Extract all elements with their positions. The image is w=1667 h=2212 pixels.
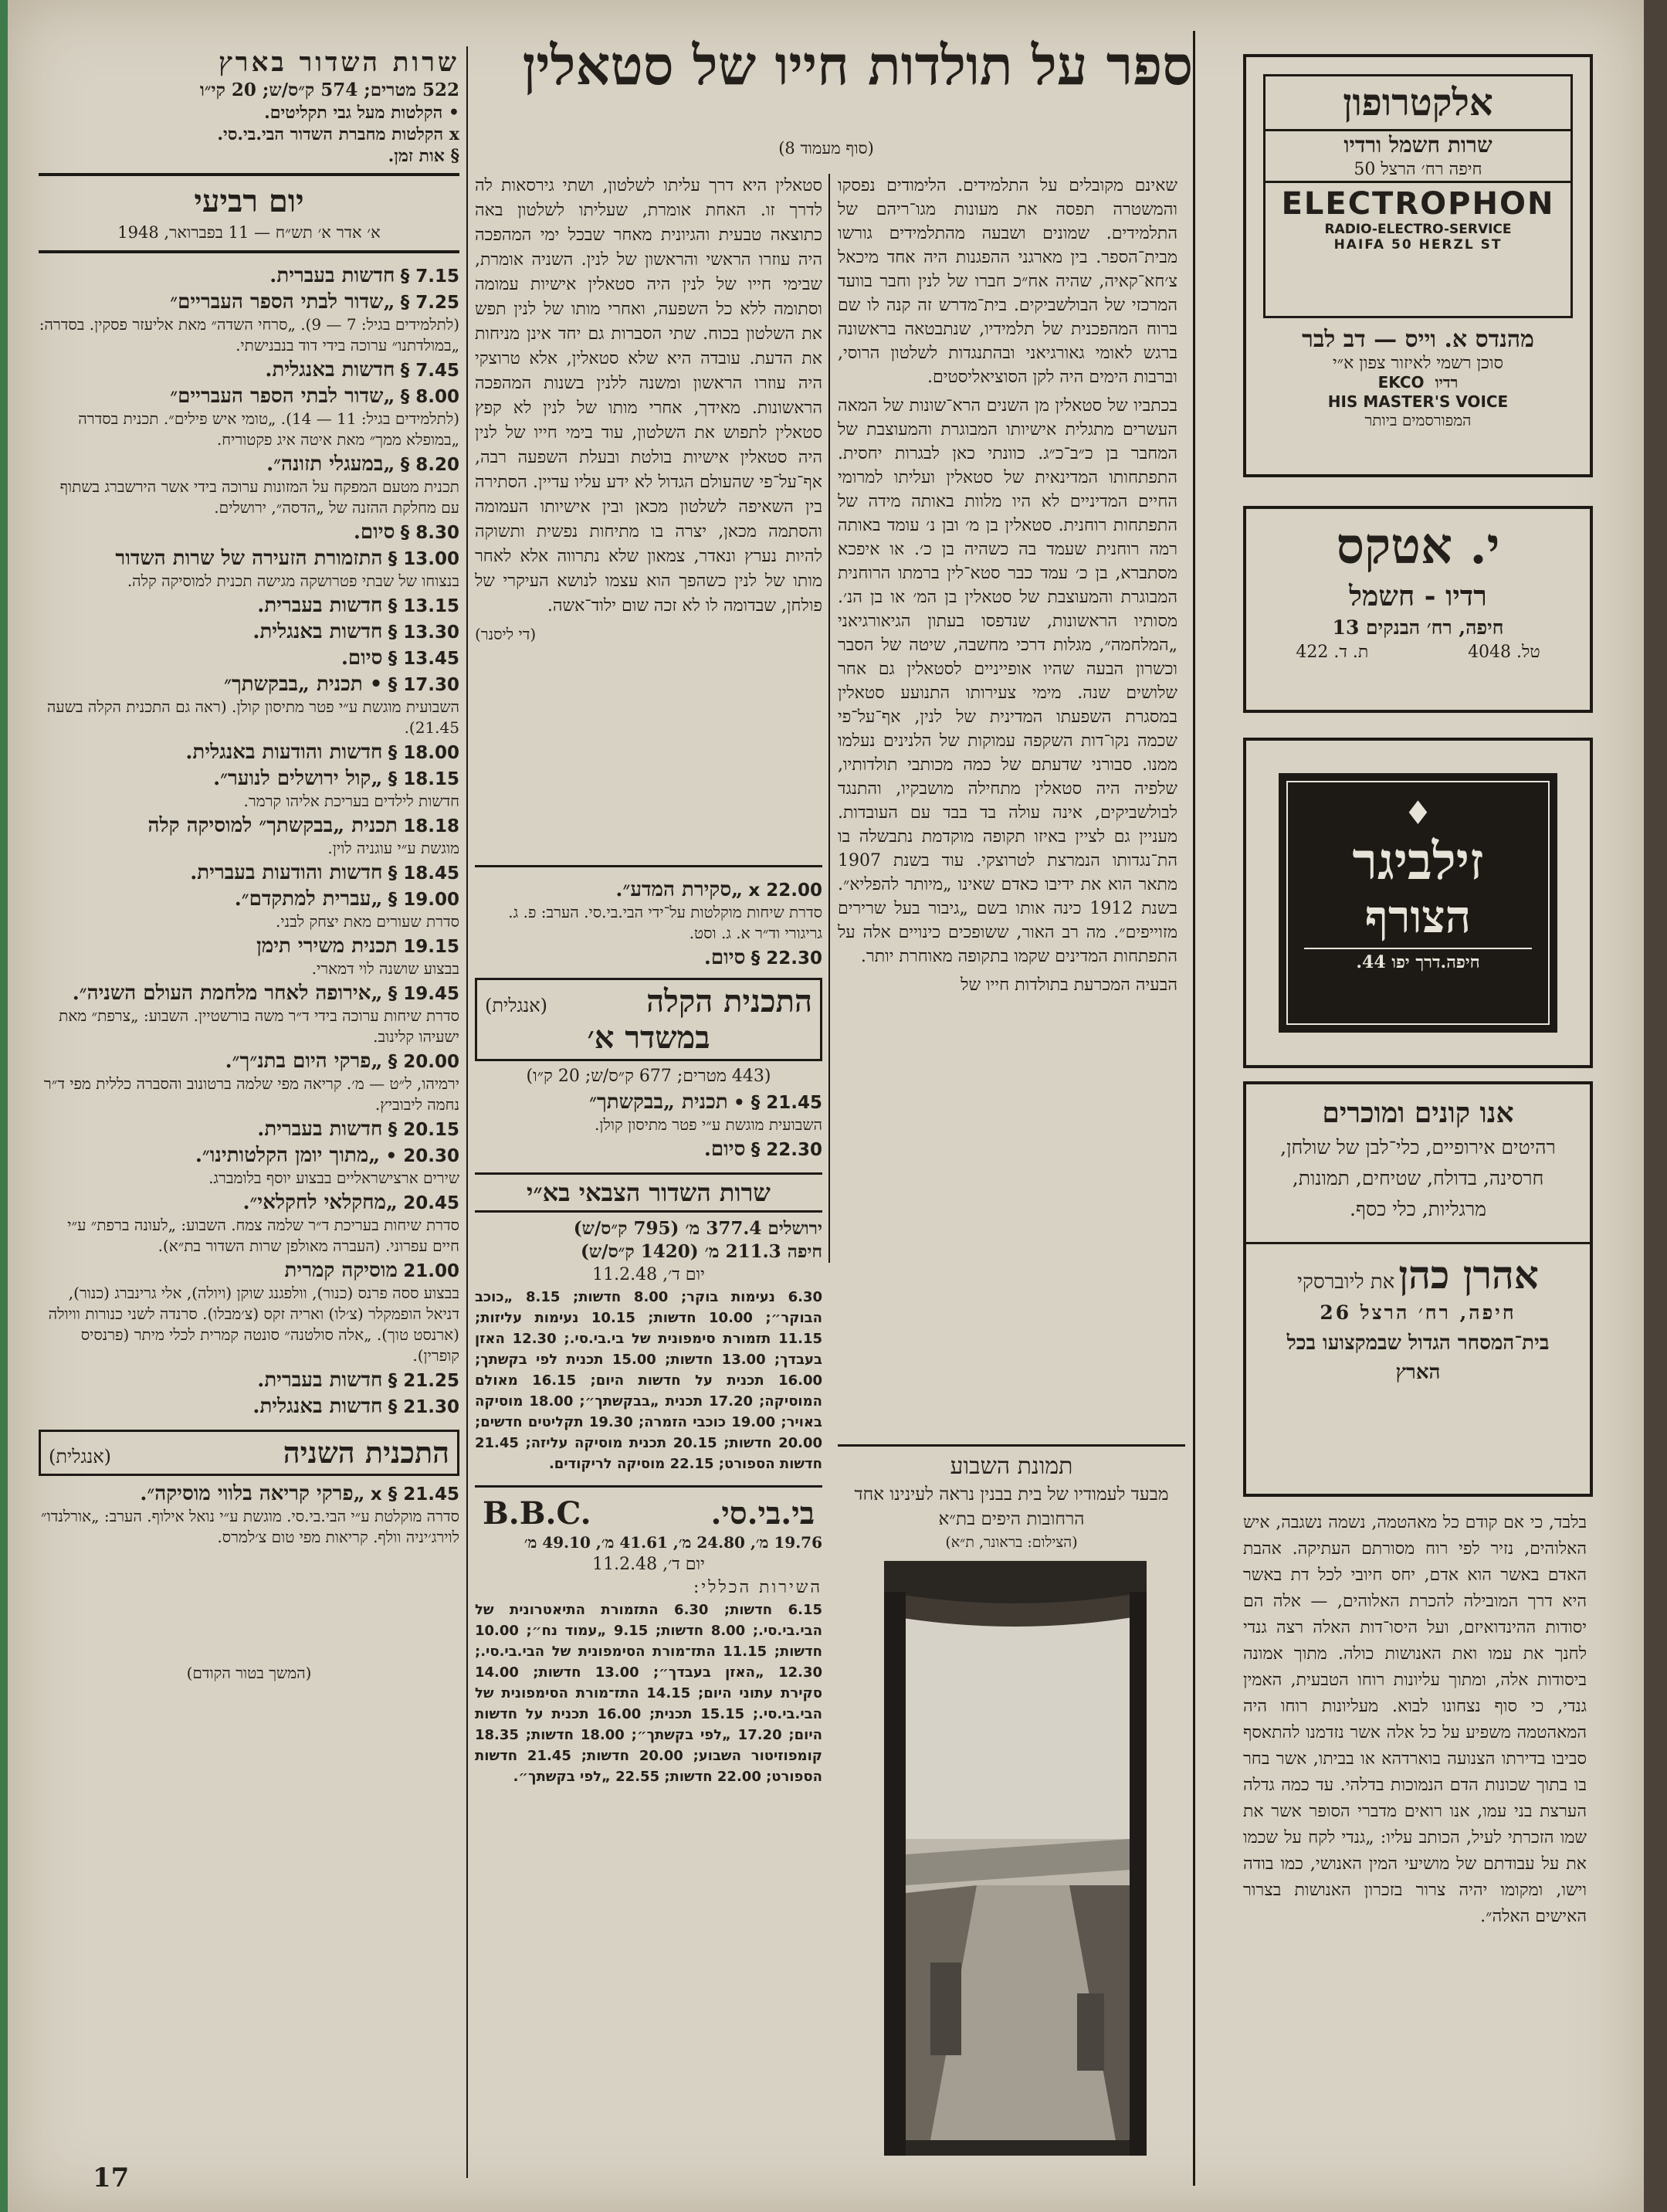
- zilberger-plaque: [1279, 773, 1557, 1033]
- schedule-item: [39, 767, 459, 812]
- atkes-ad: [1243, 506, 1593, 713]
- divider: [475, 865, 822, 867]
- cohen-tagline: בית־המסחר הגדול שבמקצועו בכל הארץ: [1286, 1332, 1550, 1384]
- schedule-item: [39, 290, 459, 356]
- column-rule: [1193, 31, 1195, 2186]
- side-article: [1243, 1510, 1587, 2190]
- brand-hmv: HIS MASTER'S VOICE: [1327, 392, 1509, 411]
- bbc-header: [475, 1495, 822, 1532]
- electrophon-famous: המפורסמים ביותר: [1364, 411, 1472, 429]
- picture-title: תמונת השבוע: [950, 1453, 1073, 1480]
- schedule-time: 22.30 §: [750, 1140, 822, 1160]
- divider: [838, 1444, 1185, 1447]
- schedule-time: 13.15 §: [388, 596, 459, 616]
- zilberger-name: זילביגר: [1352, 831, 1484, 891]
- schedule-time: 8.30 §: [400, 523, 459, 543]
- schedule-program: חדשות והודעות באנגלית.: [185, 741, 383, 764]
- article-headline: ספר על תולדות חייו של סטאלין: [522, 33, 1193, 97]
- schedule-time: 19.15: [403, 937, 459, 957]
- schedule-description: סדרת שעורים מאת יצחק לבני.: [275, 912, 459, 931]
- schedule-item: [39, 1191, 459, 1257]
- light-program-freq: (443 מטרים; 677 ק״ס/ש; 20 ק״ו): [526, 1067, 771, 1086]
- picture-of-week: [838, 1444, 1185, 2201]
- picture-credit: (הצילום: בראונר, ת״א): [945, 1534, 1078, 1551]
- schedule-time: 20.30 •: [385, 1146, 459, 1166]
- schedule-program: • תכנית „בבקשתך״: [224, 673, 383, 696]
- radio-schedule-list: [39, 264, 459, 1419]
- cohen-suffix: את ליוברסקי: [1297, 1271, 1395, 1294]
- atkes-pobox: ת. ד. 422: [1296, 643, 1369, 662]
- schedule-program: סיום.: [353, 521, 395, 544]
- zilberger-address: חיפה.דרך יפו 44.: [1304, 948, 1532, 972]
- article-paragraph: סטאלין היא דרך עליתו לשלטון, ושתי גירסאות לה לדרך זו. האחת אומרת, שעליתו לשלטון באה כתוצאה טבעית והגיונית מאחר שבכל ימי המהפכה היה עוזרו הראשי והראשון של לנין. השניה אומרת, שבימי חייו של לנין היה סטאלין אישיות עמומה וסתומה ללא כל השפעה, ואחרי מותו של לנין תפש את השלטון בכוח. שתי הסברות גם יחד אינן מניחות את הדעת. עובדה היא שלא סטאלין, אלא טרוצקי היה עוזרו הראשון ומשנה ללנין בשנות המהפכה הראשונות. מאידך, אחרי מותו של לנין לא קפץ סטאלין לתפוש את השלטון, עוד בימי חייו של לנין היה סטאלין אישיות בולטת ובעלת השפעה רבה, אף־על־פי שהעולם הגדול לא ידע עליו עדיין. הסתירה בין השאיפה לשלטון מכאן ובין אישיותו העמומה והסתמה מכאן, יצרה בו מתיחות נפשית ותשוקה להיות נערץ ונאדר, צמאון שלא נתרווה אלא לאחר מותו של לנין כשהפך הוא עצמו לנושא העיקרי של פולחן, שבדומה לו לא זכה שום ילוד־אשה.: [475, 176, 822, 616]
- bbc-date: יום ד׳, 11.2.48: [592, 1555, 705, 1574]
- radio-column: [39, 46, 459, 2193]
- schedule-time: 19.45 §: [388, 984, 459, 1004]
- article-paragraph: שאינם מקובלים על התלמידים. הלימודים נפסקו והמשטרה תפסה את מעונות מגו־ריהם של התלמידים. שמונים ושבעה מהתלמידים גורשו מבית־הספר. בין מארגני ההפגנות היה אחד מיכאל צ׳חא־קאיה, שהיה אח״כ חברו של לנין וחבר בוועד המרכזי של הבולשביקים. בית־מדרש זה קנה לו שם ברוח המהפכנית של תלמידיו, שנתבטאה בראשונה ברגש לאומי גאורגיאני ובהתנגדות לשלטון הרוסי, וברבות הימים היה לקן הסוציאליסטים.: [838, 176, 1177, 387]
- schedule-program: סיום.: [341, 646, 383, 670]
- light-program-title: התכנית הקלה: [646, 983, 812, 1019]
- divider: [1246, 1242, 1590, 1244]
- light-program-sub: במשדר א׳: [587, 1019, 710, 1056]
- schedule-item: [475, 946, 822, 970]
- second-program-list: [39, 1482, 459, 1548]
- article-paragraph: בכתביו של סטאלין מן השנים הרא־שונות של המאה העשרים מתגלית אישיותו המבוגרת והמעוצבת של המחבר בן כ״ב־כ״ג. כוונתי כאן לבגרות יחסית. התפתחותו המדינאית של סטאלין ועליתו למרומי החיים המדיניים לא היו מלוות באותה מידה של התפתחות רוחנית. סטאלין בן מ׳ ובן נ׳ עומד באותה רמה רוחנית שעמד בה כשהיה בן כ׳. או איפכא מסתברא, בן כ׳ עמד כבר סטא־לין ברמתו הרוחנית המבוגרת והמעוצבת של סטאלין בן המ׳ או בן הנ׳. מסותיו הראשונות, שנדפסו בעתון הגיאורגיאני „המלחמה״, מגלות דרכי מחשבה, שיטה של הסבר וכשרון הבעה שהיו אופייניים לסטאלין גם אחר שלושים שנה. מימי צעירותו התנועע סטאלין במסגרת השפעתו המדינית של לנין, אף־על־פי שכמה נקו־דות השקפה עמוקות של הלנינים נעלמו ממנו. סבורני שדעתם של כמה מכותבי תולדותיו, שלפיה היה סטאלין מתחילה מושבקיו, והתנגד לבולשביקים, אינה עולה בד בבד עם העובדות. מעניין גם לציין באיזו תקופה מוקדמת נתבשלה בו הת־נגדותו הנמרצת לטרוצקי. עוד בשנת 1907 מתאר הוא את ידיבו כאדם שאינו „מיותר להפליא״. בשנת 1912 כינה אותו בשם „גיבור בעל שרירים מזוייפים״. מה רב האור, ששופכים כינויים אלה על התפתחות המדינים שקמו בתקופה מאוחרת יותר.: [838, 396, 1177, 966]
- schedule-description: השבועית מוגשת ע״י פטר מתיסון קולן. (ראה גם התכנית הקלה בשעה 21.45).: [46, 697, 459, 737]
- brand-ekco: EKCO: [1377, 373, 1425, 392]
- column-rule: [466, 46, 468, 2178]
- schedule-program: „פרקי היום בתנ״ך״.: [225, 1050, 383, 1073]
- schedule-program: חדשות באנגלית.: [252, 620, 383, 643]
- schedule-time: 7.45 §: [400, 361, 459, 381]
- schedule-program: חדשות באנגלית.: [252, 1395, 383, 1418]
- page-edge: [0, 0, 8, 2212]
- schedule-time: 8.00 §: [400, 387, 459, 407]
- cohen-name-line: [1246, 1252, 1590, 1298]
- electrophon-name-en: ELECTROPHON: [1281, 186, 1555, 222]
- electrophon-name-heb: אלקטרופון: [1265, 76, 1570, 131]
- army-schedule: 6.30 נעימות בוקר; 8.00 חדשות; 8.15 „כוכב הבוקר״; 10.00 חדשות; 10.15 נעימות עליזות; 11.15 תזמורת סימפונית של בי.בי.סי.; 12.30 האזן בעבדך; 13.00 חדשות; 15.00 תכנית לפי בקשתך; 16.00 תכנית על חדשות היום; 16.15 מאולם המוסיקה; 17.20 תכנית „בבקשתך״; 18.00 מוסיקה באויר; 19.00 כוכבי הזמרה; 19.30 תקליטים חדשים; 20.00 חדשות; 20.15 תכנית מוסיקה עליזה; 21.45 חדשות הספורט; 22.15 מוסיקה לריקודים.: [475, 1289, 822, 1472]
- second-program-box: [39, 1430, 459, 1476]
- schedule-program: „קול ירושלים לנוער״.: [213, 767, 383, 790]
- bbc-general: השירות הכללי:: [693, 1578, 822, 1597]
- schedule-item: [39, 814, 459, 859]
- schedule-description: בבצוע ססה פרנס (כנור), וולפגנג שוקן (ויולה), אלי גרינברג (כנור), דניאל הופמקלר (צ׳לו) ואריה זקס (צ׳מבלו). סרנדה לשני כנורות וויולה (ארנסט טוך). „אלה סולטנה״ סונטה קמרית לכלי מיתר (פרנסיס קופרין).: [48, 1284, 459, 1365]
- cohen-headline: אנו קונים ומוכרים: [1322, 1097, 1514, 1129]
- schedule-description: מוגשת ע״י עוגניה לוין.: [327, 839, 459, 857]
- mid-schedule-list: [475, 878, 822, 970]
- schedule-time: 21.30 §: [388, 1397, 459, 1417]
- schedule-description: שירים ארצישראליים בבצוע יוסף בלומברג.: [208, 1169, 459, 1187]
- schedule-item: [39, 264, 459, 288]
- radio-title: שרות השדור בארץ: [219, 47, 459, 78]
- schedule-program: „מתוך יומן הקלטותינו״.: [195, 1144, 381, 1167]
- atkes-contact: [1246, 642, 1590, 662]
- schedule-time: 20.00 §: [388, 1052, 459, 1072]
- schedule-item: [39, 547, 459, 592]
- radio-day: יום רביעי: [194, 183, 304, 219]
- schedule-description: תכנית מטעם המפקח על המזונות ערוכה בידי אשר הירשברג בשתוף עם מחלקת ההזנה של „הדסה״, ירושלים.: [59, 477, 459, 517]
- schedule-time: 19.00 §: [388, 890, 459, 910]
- schedule-item: [39, 741, 459, 765]
- schedule-program: תכנית משירי תימן: [256, 935, 398, 958]
- electrophon-address: חיפה רח׳ הרצל 50: [1265, 159, 1570, 183]
- schedule-description: בנצוחו של שבתי פטרושקה מגישה תכנית למוסיקה קלה.: [127, 572, 459, 590]
- schedule-program: „פרקי קריאה בלווי מוסיקה״.: [140, 1482, 365, 1505]
- schedule-item: [39, 453, 459, 518]
- schedule-time: 13.45 §: [388, 649, 459, 669]
- schedule-item: [39, 385, 459, 450]
- article-column-right: [838, 174, 1177, 1440]
- schedule-program: התזמורת הזעירה של שרות השדור: [115, 547, 383, 570]
- schedule-time: 18.15 §: [388, 769, 459, 789]
- army-title: שרות השדור הצבאי בא״י: [527, 1178, 771, 1207]
- schedule-description: סדרה מוקלטת ע״י הבי.בי.סי. מוגשת ע״י נואל אילוף. הערב: „אורלנדו״ לוירג׳יניה וולף. קריאות מפי טום צ׳למרס.: [40, 1507, 459, 1546]
- army-box: [475, 1172, 822, 1213]
- schedule-time: 18.18: [403, 816, 459, 836]
- atkes-name: י. אטקס: [1336, 517, 1500, 575]
- second-program-tag: (אנגלית): [49, 1446, 112, 1467]
- electrophon-line3: HAIFA 50 HERZL ST: [1333, 237, 1503, 253]
- electrophon-line2: RADIO-ELECTRO-SERVICE: [1324, 222, 1512, 237]
- schedule-item: [39, 1144, 459, 1189]
- schedule-program: „אירופה לאחר מלחמת העולם השניה״.: [72, 982, 383, 1005]
- schedule-item: [475, 1091, 822, 1135]
- schedule-item: [39, 1259, 459, 1366]
- schedule-item: [39, 521, 459, 545]
- schedule-time: 22.00 x: [748, 880, 822, 901]
- schedule-time: 20.45: [403, 1193, 459, 1213]
- schedule-time: 21.00: [403, 1261, 459, 1281]
- bbc-schedule: 6.15 חדשות; 6.30 התזמורת התיאטרונית של הבי.בי.סי.; 8.00 חדשות; 9.15 „עמוד נח״; 10.00 חדשות; 11.15 התז־מורת הסימפונית של הבי.בי.סי.; 12.30 „האזן בעבדך״; 13.00 חדשות; 14.00 סקירת עתוני היום; 14.15 התז־מורת הסימפונית של הבי.בי.סי.; 15.15 תכנית; 16.00 תכנית על חדשות היום; 17.20 „לפי בקשתך״; 18.00 חדשות; 18.35 קומפוזיטור השבוע; 20.00 חדשות; 21.45 חדשות הספורט; 22.00 חדשות; 22.55 „לפי בקשתך״.: [475, 1602, 822, 1785]
- schedule-program: „שדור לבתי הספר העבריים״: [170, 385, 395, 408]
- schedule-item: [39, 861, 459, 885]
- schedule-time: 13.30 §: [388, 623, 459, 643]
- schedule-time: 21.45 § x: [370, 1484, 459, 1505]
- schedule-program: חדשות בעברית.: [257, 1369, 383, 1392]
- atkes-service: רדיו - חשמל: [1349, 580, 1487, 612]
- zilberger-title: הצורף: [1364, 891, 1472, 943]
- street-photo: [884, 1561, 1147, 2156]
- schedule-time: 18.45 §: [388, 863, 459, 884]
- schedule-time: 20.15 §: [388, 1120, 459, 1140]
- schedule-item: [39, 982, 459, 1047]
- schedule-item: [39, 673, 459, 738]
- schedule-program: חדשות והודעות בעברית.: [190, 861, 383, 884]
- radio-legend-records: • הקלטות מעל גבי תקליטים.: [264, 103, 459, 123]
- bbc-en: B.B.C.: [483, 1495, 591, 1532]
- light-program-box: [475, 978, 822, 1061]
- schedule-time: 22.30 §: [750, 948, 822, 969]
- schedule-time: 21.25 §: [388, 1371, 459, 1391]
- electrophon-agent: סוכן רשמי לאיזור צפון א״י: [1332, 354, 1504, 373]
- schedule-item: [39, 1395, 459, 1419]
- side-article-paragraph: בלבד, כי אם קודם כל מאהטמה, נשמה נשגבה, איש האלוהים, נזיר לפי רוח מסורתם העתיקה. אהבת האדם באשר הוא אדם, יחס חיובי לכל דת באשר היא דרך המובילה להכרת האלוהים, — אלה הם יסודות ההינדואיזם, ועל היסו־דות האלה רצה גנדי לחנך את עמו ואת האנושות כולה. מתוך אמונה ביסודות אלה, ומתוך עליונות רוחו הטבעית, האמין גנדי, כי סוף נצחונו לבוא. מעליונות רוחו היה המאהטמה משפיע על כל אלה אשר נזדמנו להתאסף סביבו בדירתו הצנועה בוארדהא או בביתו, אשר בחר בו בתוך שכונות הדם הנמוכות בדלהי. עד כמה גדלה הערצת בני עמו, אנו רואים מדברי הסופר אשר את שמו הזכרתי לעיל, הכותב עליו: „גנדי לקח על שכמו את על עבודתם של מושיעי המין האנושי, כמו בודה וישו, ומקומו יהיה צרור בזכרון האנושות בצרור האישים האלה״.: [1243, 1513, 1587, 1926]
- army-haifa: חיפה 211.3 מ׳ (1420 ק״ס/ש): [581, 1241, 822, 1262]
- divider: [39, 173, 459, 176]
- schedule-program: „עברית למתקדם״.: [234, 887, 383, 911]
- light-program-list: [475, 1091, 822, 1162]
- atkes-phone: טל. 4048: [1468, 643, 1540, 662]
- mid-schedule-column: [475, 865, 822, 2193]
- light-program-tag: (אנגלית): [485, 995, 548, 1016]
- atkes-address: חיפה, רח׳ הבנקים 13: [1332, 616, 1504, 639]
- divider: [39, 250, 459, 253]
- schedule-program: תכנית „בבקשתך״ למוסיקה קלה: [147, 814, 398, 837]
- schedule-time: 7.15 §: [400, 266, 459, 287]
- schedule-item: [39, 620, 459, 644]
- army-jerusalem: ירושלים 377.4 מ׳ (795 ק״ס/ש): [573, 1218, 822, 1239]
- schedule-description: חדשות לילדים בעריכת אליהו קרמר.: [243, 792, 459, 810]
- schedule-item: [39, 887, 459, 932]
- electrophon-brands: [1246, 373, 1590, 392]
- schedule-program: תכנית „בבקשתך״: [589, 1091, 728, 1114]
- schedule-time: 21.45 § •: [734, 1093, 822, 1113]
- schedule-program: „סקירת המדע״.: [615, 878, 744, 901]
- picture-caption: מבעד לעמודיו של בית בבנין נראה לעינינו אחד הרחובות היפים בת״א: [854, 1484, 1169, 1529]
- schedule-item: [39, 935, 459, 979]
- bbc-heb: בי.בי.סי.: [710, 1495, 815, 1532]
- schedule-program: חדשות בעברית.: [269, 264, 395, 287]
- radio-legend-time: § אות זמן.: [388, 146, 459, 166]
- diamond-icon: ♦: [1403, 794, 1433, 832]
- radio-date: א׳ אדר א׳ תש״ח — 11 בפברואר, 1948: [117, 223, 381, 242]
- radio-frequency: 522 מטרים; 574 ק״ס/ש; 20 קי״ו: [199, 80, 459, 100]
- bbc-freq: 19.76 מ׳, 24.80 מ׳, 41.61 מ׳, 49.10 מ׳: [523, 1533, 822, 1552]
- newspaper-page: [8, 0, 1645, 2212]
- schedule-program: „מחקלאי לחקלאי״.: [242, 1191, 398, 1214]
- radio-legend-bbc: x הקלטות מחברת השדור הבי.בי.סי.: [217, 124, 459, 144]
- schedule-item: [39, 1369, 459, 1393]
- schedule-description: (לתלמידים בגיל: 11 — 14). „טומי איש פילים״. תכנית בסדרה „במופלא ממך״ מאת איטה איג פקטוריח.: [78, 409, 459, 449]
- schedule-item: [39, 1118, 459, 1142]
- continued-note: (המשך בטור הקודם): [186, 1664, 312, 1682]
- zilberger-ad: [1243, 738, 1593, 1068]
- schedule-description: סדרת שיחות בעריכת ד״ר שלמה צמח. השבוע: „לעונה ברפת״ ע״י חיים עפרוני. (העברה מאולפן שרות השדור בת״א).: [67, 1216, 459, 1255]
- cohen-items: רהיטים אירופיים, כלי־לבן של שולחן, חרסינה, בדולח, שטיחים, תמונות, מרגליות, כלי כסף.: [1280, 1136, 1556, 1220]
- binding-edge: [1644, 0, 1667, 2212]
- schedule-item: [39, 646, 459, 670]
- schedule-time: 18.00 §: [388, 743, 459, 763]
- schedule-program: חדשות בעברית.: [257, 594, 383, 617]
- schedule-item: [39, 594, 459, 618]
- article-paragraph: הבעיה המכרעת בתולדות חייו של: [961, 975, 1177, 995]
- schedule-description: ירמיהו, ל״ט — מ׳. קריאה מפי שלמה ברטונוב והסברה כללית מפי ד״ר נחמה ליבוביץ.: [43, 1074, 459, 1114]
- electrophon-engineer: מהנדס א. וייס — דב לבר: [1302, 326, 1534, 353]
- cohen-address: חיפה, רח׳ הרצל 26: [1320, 1301, 1516, 1324]
- divider: [475, 1485, 822, 1488]
- schedule-time: 7.25 §: [400, 293, 459, 313]
- schedule-description: סדרת שיחות ערוכה בידי ד״ר משה בורשטיין. השבוע: „צרפת״ מאת ישעיהו קלינוב.: [59, 1006, 459, 1046]
- schedule-time: 13.00 §: [388, 549, 459, 569]
- schedule-time: 17.30 §: [388, 675, 459, 695]
- cohen-ad: [1243, 1081, 1593, 1497]
- schedule-description: השבועית מוגשת ע״י פטר מתיסון קולן.: [595, 1115, 822, 1134]
- schedule-item: [475, 1138, 822, 1162]
- electrophon-ad: [1243, 54, 1593, 477]
- schedule-program: חדשות באנגלית.: [265, 358, 395, 382]
- schedule-program: „במעגלי תזונה״.: [266, 453, 395, 476]
- schedule-program: חדשות בעברית.: [257, 1118, 383, 1141]
- radio-word: רדיו: [1435, 373, 1459, 392]
- article-author: (די ליסנר): [475, 625, 537, 643]
- schedule-item: [39, 1482, 459, 1548]
- column-rule: [828, 174, 830, 1263]
- schedule-program: מוסיקה קמרית: [284, 1259, 398, 1282]
- second-program-title: התכנית השניה: [283, 1435, 449, 1470]
- page-number: 17: [93, 2163, 130, 2193]
- article-column-left: [475, 174, 822, 853]
- schedule-item: [475, 878, 822, 944]
- schedule-description: בבצוע שושנה לוי דמארי.: [311, 959, 459, 978]
- schedule-description: (לתלמידים בגיל: 7 — 9). „סרחי השדה״ מאת אליעזר פסקין. בסדרה: „במולדתנו״ ערוכה בידי דוד בנבנישתי.: [39, 315, 459, 355]
- schedule-time: 8.20 §: [400, 455, 459, 475]
- schedule-description: סדרת שיחות מוקלטות על־ידי הבי.בי.סי. הערב: פ. ג. גריגורי וד״ר א. ג. וסט.: [508, 903, 822, 942]
- article-continued: (סוף מעמוד 8): [778, 139, 874, 158]
- schedule-item: [39, 1050, 459, 1115]
- schedule-program: „שדור לבתי הספר העבריים״: [170, 290, 395, 314]
- army-date: יום ד׳, 11.2.48: [592, 1265, 705, 1284]
- schedule-program: סיום.: [703, 946, 746, 969]
- schedule-item: [39, 358, 459, 382]
- schedule-program: סיום.: [703, 1138, 746, 1161]
- cohen-name: אהרן כהן: [1398, 1252, 1539, 1298]
- electrophon-service: שרות חשמל ורדיו: [1343, 132, 1493, 158]
